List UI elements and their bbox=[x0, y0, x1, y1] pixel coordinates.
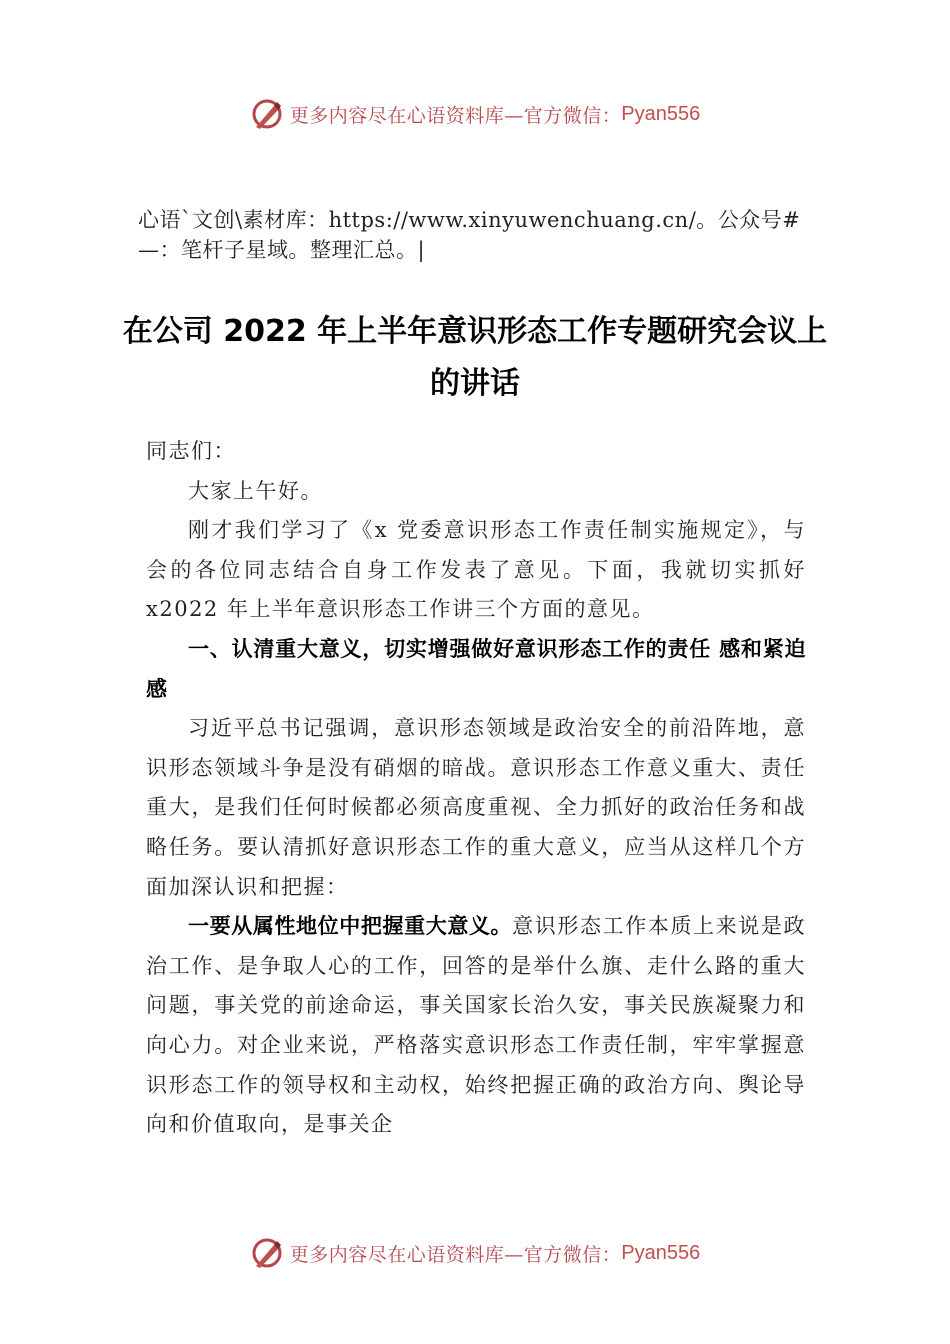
document-title: 在公司 2022 年上半年意识形态工作专题研究会议上的讲话 bbox=[122, 314, 828, 401]
greeting: 同志们： bbox=[146, 439, 236, 463]
banner-text: 更多内容尽在心语资料库—官方微信： bbox=[289, 104, 622, 127]
paragraph-4-lead: 一要从属性地位中把握重大意义。 bbox=[188, 914, 513, 939]
banner-wechat-id: Pyan556 bbox=[621, 102, 701, 125]
section-heading-1: 一、认清重大意义，切实增强做好意识形态工作的责任 感和紧迫感 bbox=[146, 636, 806, 701]
watermark-banner-top bbox=[0, 94, 950, 134]
paragraph-3: 习近平总书记强调，意识形态领域是政治安全的前沿阵地，意识形态领域斗争是没有硝烟的暗战。意识形态工作意义重大、责任重大，是我们任何时候都必须高度重视、全力抓好的政治任务和战略任务。要认清抓好意识形态工作的重大意义，应当从这样几个方面加深认识和把握： bbox=[146, 716, 806, 899]
paragraph-2: 刚才我们学习了《x 党委意识形态工作责任制实施规定》，与会的各位同志结合自身工作发表了意见。下面，我就切实抓好 x2022 年上半年意识形态工作讲三个方面的意见。 bbox=[146, 518, 806, 622]
paragraph-1: 大家上午好。 bbox=[188, 478, 323, 503]
banner-wechat-id: Pyan556 bbox=[621, 1241, 701, 1264]
pen-logo-icon bbox=[250, 1236, 284, 1270]
watermark-banner-bottom bbox=[0, 1233, 950, 1273]
source-note: 心语`文创\素材库：https://www.xinyuwenchuang.cn/。公众号#—：笔杆子星域。整理汇总。| bbox=[138, 208, 801, 262]
paragraph-4-text: 意识形态工作本质上来说是政治工作、是争取人心的工作，回答的是举什么旗、走什么路的重大问题，事关党的前途命运，事关国家长治久安，事关民族凝聚力和向心力。对企业来说，严格落实意识形态工作责任制，牢牢掌握意识形态工作的领导权和主动权，始终把握正确的政治方向、舆论导向和价值取向，是事关企 bbox=[146, 914, 807, 1137]
banner-text: 更多内容尽在心语资料库—官方微信： bbox=[289, 1243, 622, 1266]
pen-logo-icon bbox=[250, 97, 284, 131]
document-body bbox=[146, 432, 806, 1145]
paragraph-4 bbox=[146, 907, 806, 1145]
